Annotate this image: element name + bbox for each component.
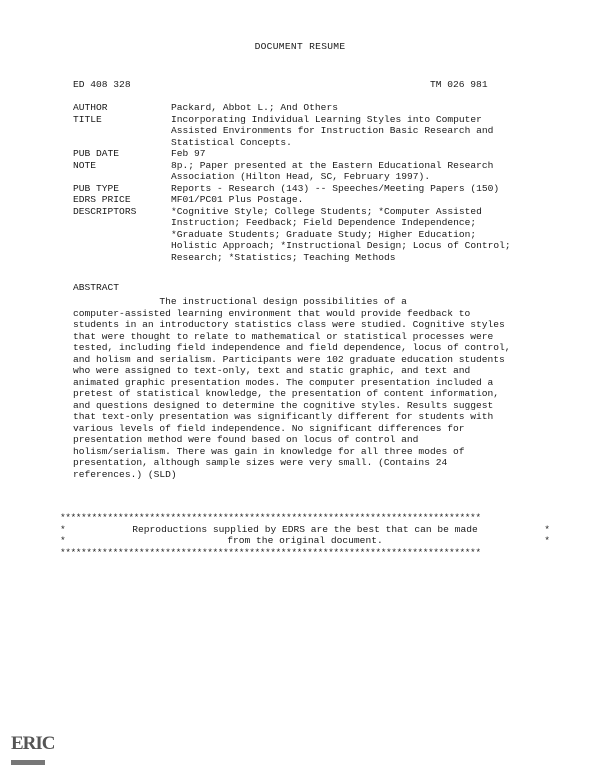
abstract-line: and holism and serialism. Participants were 102 graduate education students [73, 353, 505, 365]
star-left: * [60, 523, 66, 535]
tm-number: TM 026 981 [430, 79, 488, 90]
reproduction-text-2: from the original document. [227, 535, 383, 546]
abstract-line: tested, including field independence and field dependence, locus of control, [73, 342, 511, 353]
abstract-line: that were thought to relate to mathematical or statistical processes were [73, 330, 494, 342]
field-value-line: Incorporating Individual Learning Styles into Computer [171, 113, 482, 125]
field-value-line: Association (Hilton Head, SC, February 1997). [171, 171, 431, 182]
abstract-line: The instructional design possibilities of a [73, 296, 407, 307]
eric-logo-bar [11, 760, 45, 765]
ed-number: ED 408 328 [73, 79, 131, 90]
field-row [73, 183, 533, 195]
star-border-top: ******************************************************************************** [60, 512, 481, 523]
abstract-line: and questions designed to determine the cognitive styles. Results suggest [73, 399, 494, 411]
field-row [73, 102, 533, 114]
field-value-line: *Cognitive Style; College Students; *Computer Assisted [171, 205, 482, 217]
field-value [171, 194, 531, 206]
abstract-line: presentation method were found based on locus of control and [73, 434, 419, 445]
field-row [73, 206, 533, 264]
field-value-line: Assisted Environments for Instruction Basic Research and [171, 125, 494, 136]
field-value [171, 160, 531, 183]
field-value-line: MF01/PC01 Plus Postage. [171, 194, 304, 205]
abstract-line: holism/serialism. There was gain in knowledge for all three modes of [73, 445, 465, 457]
document-title: DOCUMENT RESUME [254, 41, 346, 52]
star-border-bottom: ******************************************************************************** [60, 546, 481, 558]
field-value-line: Holistic Approach; *Instructional Design; Locus of Control; [171, 240, 511, 251]
field-row [73, 114, 533, 149]
abstract-line: animated graphic presentation modes. The computer presentation included a [73, 376, 494, 388]
field-value [171, 148, 531, 160]
abstract-line: who were assigned to text-only, text and static graphic, and text and [73, 365, 471, 376]
field-value-line: Feb 97 [171, 148, 206, 159]
abstract-line: computer-assisted learning environment that would provide feedback to [73, 307, 471, 319]
reproduction-notice [60, 512, 560, 558]
reproduction-line-1 [60, 524, 550, 536]
field-row [73, 148, 533, 160]
field-value [171, 206, 531, 264]
abstract-body [73, 296, 533, 480]
abstract-line: references.) (SLD) [73, 468, 177, 480]
reproduction-line-2 [60, 535, 550, 547]
reproduction-text-1: Reproductions supplied by EDRS are the best that can be made [132, 523, 478, 535]
field-label: AUTHOR [73, 102, 108, 113]
field-value-line: Statistical Concepts. [171, 136, 292, 148]
field-value-line: 8p.; Paper presented at the Eastern Educational Research [171, 159, 494, 171]
field-label: PUB DATE [73, 148, 120, 159]
eric-logo [10, 733, 55, 766]
field-label: TITLE [73, 113, 102, 125]
field-label: DESCRIPTORS [73, 205, 137, 217]
star-left: * [60, 535, 66, 546]
metadata-fields [73, 102, 533, 263]
field-value-line: Instruction; Feedback; Field Dependence Independence; [171, 217, 477, 228]
abstract-label: ABSTRACT [73, 282, 120, 293]
field-label: PUB TYPE [73, 182, 120, 194]
field-value-line: Reports - Research (143) -- Speeches/Meeting Papers (150) [171, 182, 500, 194]
field-value [171, 114, 531, 149]
star-right: * [544, 523, 550, 535]
field-value [171, 102, 531, 114]
field-value-line: Packard, Abbot L.; And Others [171, 102, 338, 113]
abstract-line: that text-only presentation was significantly different for students with [73, 411, 494, 422]
field-label: EDRS PRICE [73, 194, 131, 205]
field-value-line: Research; *Statistics; Teaching Methods [171, 251, 396, 263]
field-row [73, 194, 533, 206]
field-value [171, 183, 531, 195]
field-row [73, 160, 533, 183]
abstract-line: various levels of field independence. No significant differences for [73, 422, 465, 434]
field-value-line: *Graduate Students; Graduate Study; Higher Education; [171, 228, 477, 240]
field-label: NOTE [73, 159, 97, 171]
abstract-line: presentation, although sample sizes were very small. (Contains 24 [73, 457, 448, 468]
abstract-line: pretest of statistical knowledge, the presentation of content information, [73, 388, 500, 399]
eric-logo-text: ERIC [11, 733, 55, 754]
abstract-line: students in an introductory statistics class were studied. Cognitive styles [73, 319, 505, 330]
star-right: * [544, 535, 550, 546]
